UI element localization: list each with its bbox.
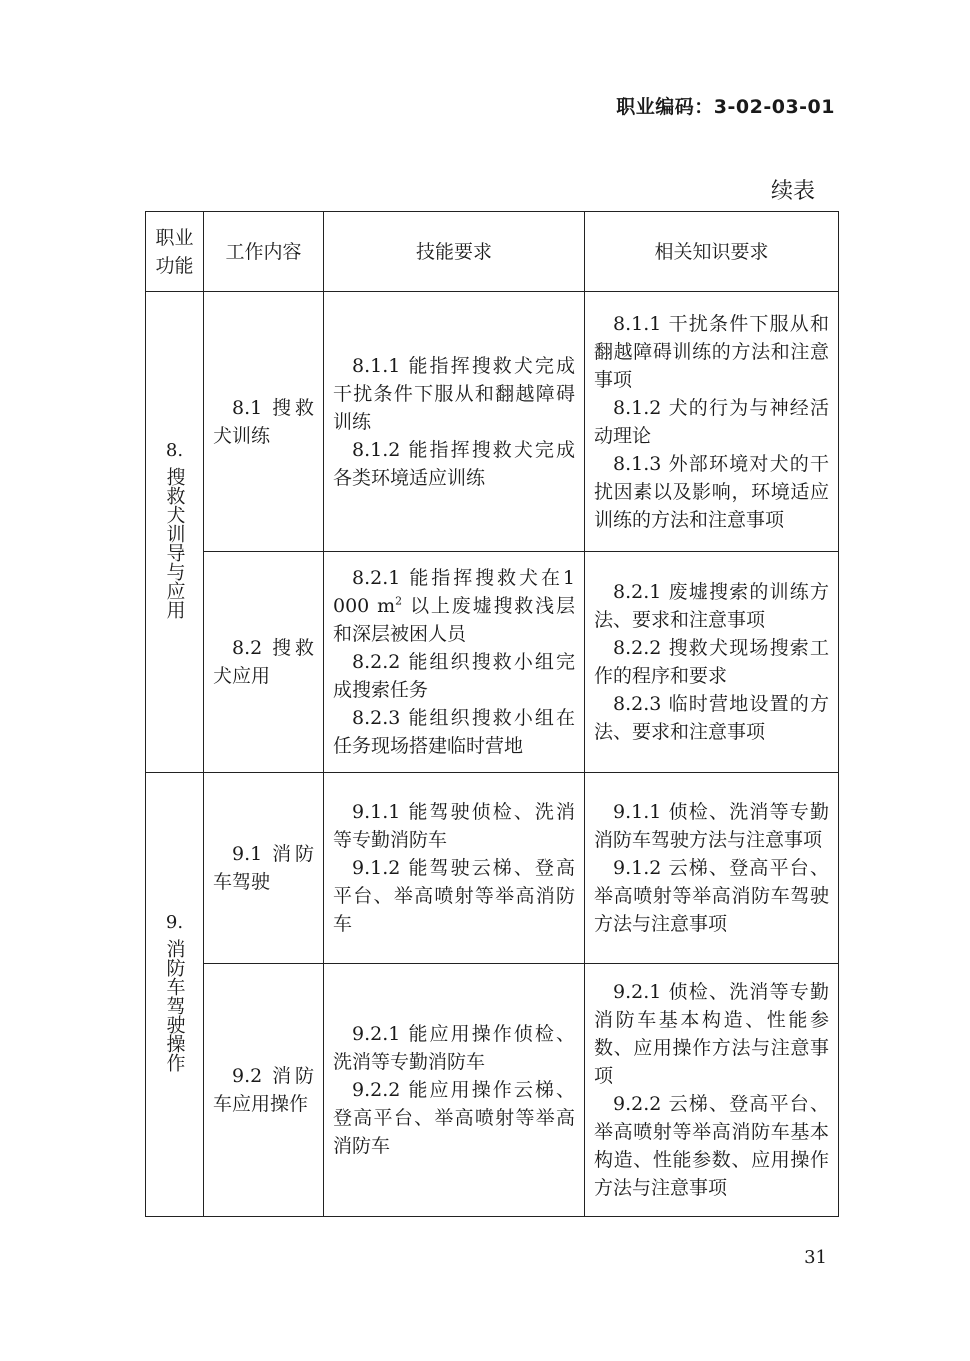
knowledge-cell [585, 964, 839, 1217]
content-text: 9.2 消防车应用操作 [213, 1065, 314, 1115]
skill-item: 8.1.2 能指挥搜救犬完成各类环境适应训练 [333, 438, 575, 489]
content-cell [204, 292, 324, 552]
content-cell [204, 773, 324, 964]
function-number: 8. [165, 440, 184, 461]
table-row [146, 773, 839, 964]
table-row [146, 552, 839, 773]
skill-item: 8.2.3 能组织搜救小组在任务现场搭建临时营地 [333, 707, 575, 757]
knowledge-item: 8.1.3 外部环境对犬的干扰因素以及影响，环境适应训练的方法和注意事项 [594, 452, 829, 531]
knowledge-item: 9.2.1 侦检、洗消等专勤消防车基本构造、性能参数、应用操作方法与注意事项 [594, 981, 829, 1087]
skill-item-part: 以上废墟搜救浅层和深层被困人员 [333, 595, 575, 645]
knowledge-item: 9.2.2 云梯、登高平台、举高喷射等举高消防车基本构造、性能参数、应用操作方法与注意事项 [594, 1093, 829, 1199]
skill-cell [324, 964, 585, 1217]
content-text: 8.2 搜救犬应用 [213, 637, 314, 687]
skill-item: 9.1.2 能驾驶云梯、登高平台、举高喷射等举高消防车 [333, 857, 575, 935]
knowledge-item: 8.2.1 废墟搜索的训练方法、要求和注意事项 [594, 581, 829, 631]
table-row [146, 964, 839, 1217]
knowledge-item: 9.1.2 云梯、登高平台、举高喷射等举高消防车驾驶方法与注意事项 [594, 857, 829, 935]
knowledge-item: 8.2.3 临时营地设置的方法、要求和注意事项 [594, 693, 829, 743]
skill-item: 9.2.2 能应用操作云梯、登高平台、举高喷射等举高消防车 [333, 1079, 575, 1157]
header-function-line1: 职业 [155, 226, 194, 249]
skill-cell [324, 292, 585, 552]
header-skill: 技能要求 [324, 212, 585, 292]
skill-item: 8.2.2 能组织搜救小组完成搜索任务 [333, 651, 575, 701]
knowledge-cell [585, 292, 839, 552]
knowledge-item: 8.1.2 犬的行为与神经活动理论 [594, 396, 829, 447]
continued-label: 续表 [770, 179, 815, 204]
skill-cell [324, 773, 585, 964]
content-text: 8.1 搜救犬训练 [213, 396, 314, 447]
table-header-row [146, 212, 839, 292]
knowledge-item: 9.1.1 侦检、洗消等专勤消防车驾驶方法与注意事项 [594, 801, 829, 851]
knowledge-cell [585, 552, 839, 773]
header-function [146, 212, 204, 292]
knowledge-cell [585, 773, 839, 964]
table-row [146, 292, 839, 552]
function-name: 搜救犬训导与应用 [163, 467, 186, 619]
knowledge-item: 8.2.2 搜救犬现场搜索工作的程序和要求 [594, 637, 829, 687]
skill-item [333, 564, 575, 648]
function-name: 消防车驾驶操作 [163, 939, 186, 1072]
skill-cell [324, 552, 585, 773]
function-cell-9 [146, 773, 204, 1217]
skill-item-part: 8.2.1 能指挥搜救犬在1 000 m [333, 567, 575, 617]
function-number: 9. [165, 912, 184, 933]
skill-item: 8.1.1 能指挥搜救犬完成干扰条件下服从和翻越障碍训练 [333, 354, 575, 433]
header-function-line2: 功能 [155, 254, 194, 277]
occupation-code: 职业编码：3-02-03-01 [616, 96, 835, 118]
content-cell [204, 552, 324, 773]
skills-table [145, 211, 839, 1217]
superscript: 2 [395, 594, 403, 608]
content-cell [204, 964, 324, 1217]
header-knowledge: 相关知识要求 [585, 212, 839, 292]
skill-item: 9.2.1 能应用操作侦检、洗消等专勤消防车 [333, 1023, 575, 1073]
header-content: 工作内容 [204, 212, 324, 292]
page-number: 31 [804, 1247, 827, 1268]
knowledge-item: 8.1.1 干扰条件下服从和翻越障碍训练的方法和注意事项 [594, 312, 829, 391]
skill-item: 9.1.1 能驾驶侦检、洗消等专勤消防车 [333, 801, 575, 851]
function-cell-8 [146, 292, 204, 773]
content-text: 9.1 消防车驾驶 [213, 843, 314, 893]
